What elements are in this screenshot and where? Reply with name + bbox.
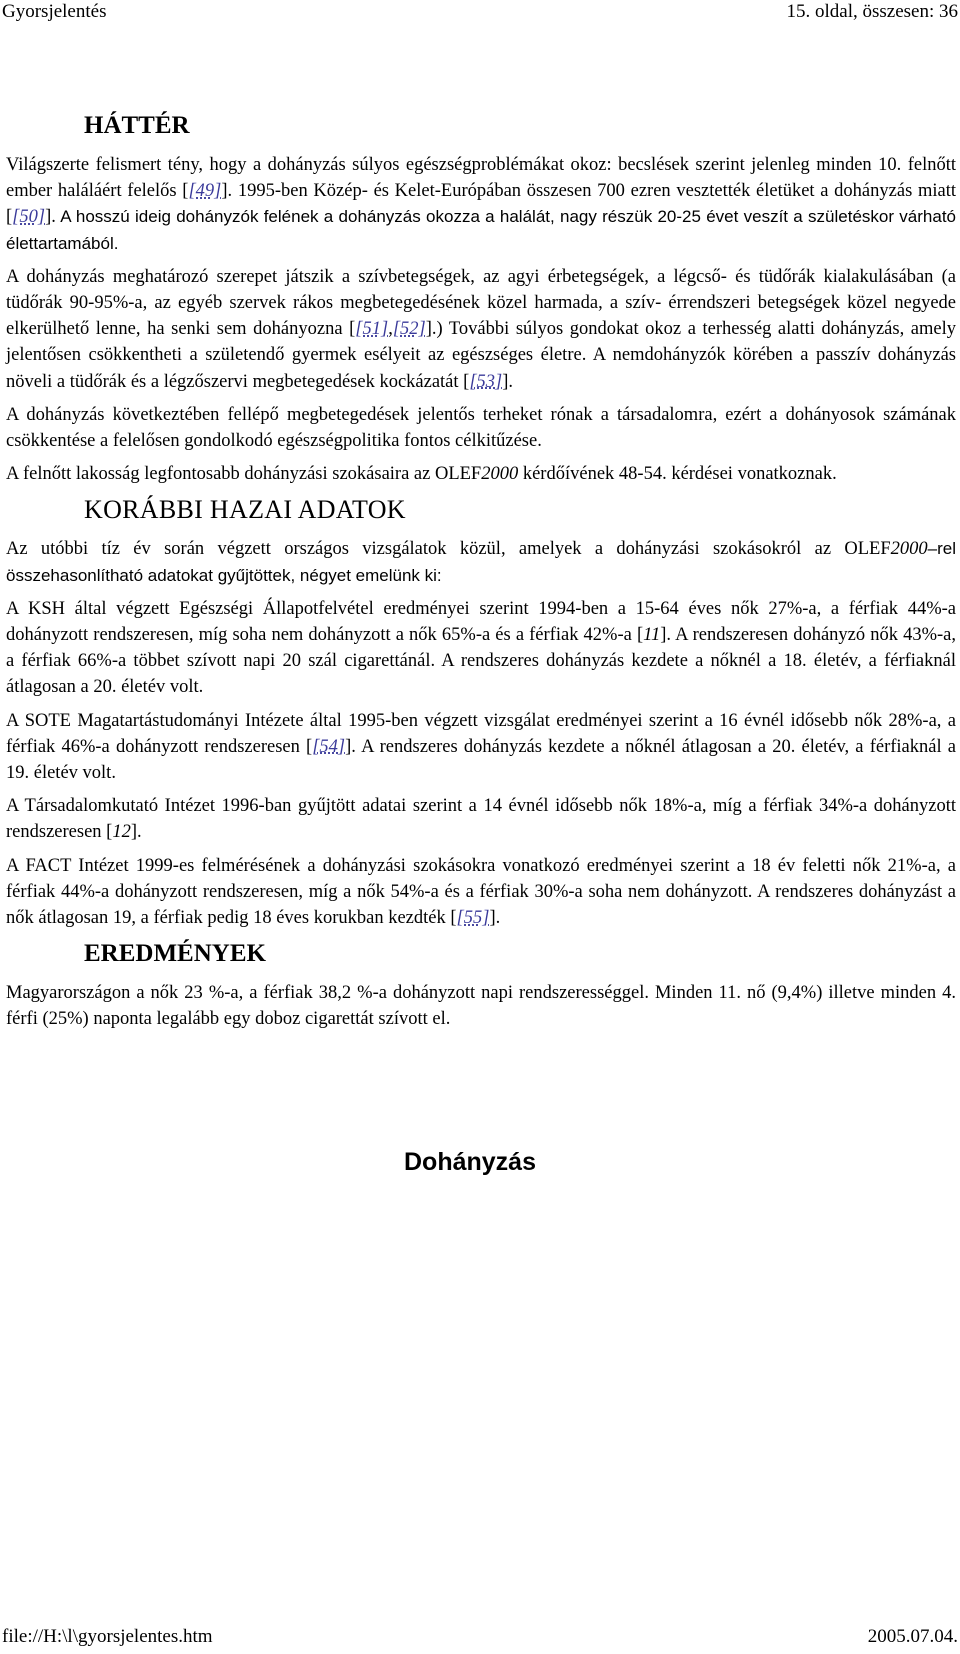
footer-date: 2005.07.04. — [867, 1626, 958, 1647]
page-footer — [0, 1624, 960, 1654]
paragraph: Az utóbbi tíz év során végzett országos vizsgálatok közül, amelyek a dohányzási szokásokról az OLEF2000–rel összehasonlítható adatokat gyűjtöttek, négyet emelünk ki: — [6, 539, 956, 585]
footer-file-path: file://H:\l\gyorsjelentes.htm — [2, 1626, 213, 1647]
paragraph: A SOTE Magatartástudományi Intézete által 1995-ben végzett vizsgálat eredményei szerint a 16 évnél idősebb nők 28%-a, a férfiak 46%-a dohányzott rendszeresen [[54]]. A rendszeres dohányzás kezdete a nőknél átlagosan a 20. életév, a férfiaknál a 19. életév volt. — [6, 710, 957, 784]
reference-link-49[interactable]: [49] — [188, 181, 222, 202]
reference-link-55[interactable]: [55] — [456, 908, 490, 929]
header-page-number: 15. oldal, összesen: 36 — [786, 1, 958, 22]
paragraph: A KSH által végzett Egészségi Állapotfelvétel eredményei szerint 1994-ben a 15-64 éves nők 27%-a, a férfiak 44%-a dohányzott rendszeresen, míg soha nem dohányzott a nők 65%-a és a férfiak 42%-a [11]. A rendszeresen dohányzó nők 43%-a, a férfiak 66%-a többet szívott napi 20 szál cigarettánál. A rendszeres dohányzás kezdete a nőknél a 18. életév, a férfiaknál átlagosan a 20. életév volt. — [6, 598, 956, 698]
document-body — [6, 110, 956, 1040]
reference-link-52[interactable]: [52] — [392, 319, 426, 340]
section-title-korabbi: KORÁBBI HAZAI ADATOK — [84, 495, 406, 525]
paragraph: Világszerte felismert tény, hogy a dohányzás súlyos egészségproblémákat okoz: becslések szerint jelenleg minden 10. felnőtt ember haláláért felelős [[49]]. 1995-ben Közép- és Kelet-Európában összesen 700 ezren vesztették életüket a dohányzás miatt [[50]]. A hosszú ideig dohányzók felének a dohányzás okozza a halálát, nagy részük 20-25 évet veszít a születéskor várható élettartamából. — [6, 155, 956, 253]
paragraph: A FACT Intézet 1999-es felmérésének a dohányzási szokásokra vonatkozó eredményei szerint a 18 év feletti nők 21%-a, a férfiak 44%-a dohányzott rendszeresen, míg a nők 54%-a és a férfiak 30%-a soha nem dohányzott. A rendszeres dohányzást a nők átlagosan 19, a férfiak pedig 18 éves korukban kezdték [[55]]. — [6, 855, 956, 929]
reference-link-50[interactable]: [50] — [12, 207, 46, 228]
section-title-hatter: HÁTTÉR — [84, 112, 190, 139]
paragraph: Magyarországon a nők 23 %-a, a férfiak 38,2 %-a dohányzott napi rendszerességgel. Minden 11. nő (9,4%) illetve minden 4. férfi (25%) naponta legalább egy doboz cigarettát szívott el. — [6, 983, 956, 1030]
section-title-eredmenyek: EREDMÉNYEK — [84, 940, 266, 968]
paragraph: A dohányzás meghatározó szerepet játszik a szívbetegségek, az agyi érbetegségek, a légcső- és tüdőrák kialakulásában (a tüdőrák 90-95%-a, az egyéb szervek rákos megbetegedésének közel harmada, a szív- érrendszeri betegségek közel negyede elkerülhető lenne, ha senki sem dohányozna [[51],[52]].) További súlyos gondokat okoz a terhesség alatti dohányzás, amely jelentősen csökkentheti a születendő gyermek esélyeit az egészséges életre. A nemdohányzók körében a passzív dohányzás növeli a tüdőrák és a légzőszervi megbetegedések kockázatát [[53]]. — [6, 266, 956, 392]
paragraph: A felnőtt lakosság legfontosabb dohányzási szokásaira az OLEF2000 kérdőívének 48-54. kérdései vonatkoznak. — [6, 464, 837, 485]
reference-link-54[interactable]: [54] — [312, 736, 346, 757]
header-title: Gyorsjelentés — [2, 1, 107, 22]
reference-11: 11 — [643, 625, 661, 646]
paragraph: A Társadalomkutató Intézet 1996-ban gyűjtött adatai szerint a 14 évnél idősebb nők 18%-a, míg a férfiak 34%-a dohányzott rendszeresen [12]. — [6, 796, 956, 843]
page-header — [0, 0, 960, 26]
reference-link-51[interactable]: [51] — [355, 319, 389, 340]
reference-link-53[interactable]: [53] — [469, 371, 503, 392]
paragraph: A dohányzás következtében fellépő megbetegedések jelentős terheket rónak a társadalomra, ezért a dohányosok számának csökkentése a felelősen gondolkodó egészségpolitika fontos célkitűzése. — [6, 404, 956, 452]
reference-12: 12 — [112, 822, 131, 843]
chart-title: Dohányzás — [404, 1148, 536, 1176]
